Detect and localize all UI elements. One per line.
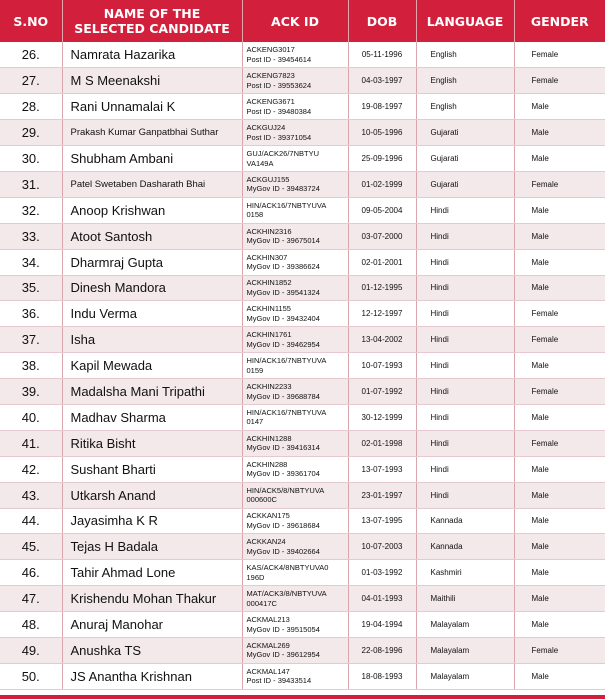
cell-dob: 01-07-1992 bbox=[348, 379, 416, 405]
cell-gender: Male bbox=[514, 404, 605, 430]
cell-sno: 50. bbox=[0, 663, 62, 689]
header-row bbox=[0, 0, 605, 42]
cell-gender: Female bbox=[514, 171, 605, 197]
cell-sno: 34. bbox=[0, 249, 62, 275]
cell-dob: 19-08-1997 bbox=[348, 94, 416, 120]
table-row bbox=[0, 68, 605, 94]
table-row bbox=[0, 612, 605, 638]
cell-ack-id bbox=[242, 249, 348, 275]
table-row bbox=[0, 456, 605, 482]
ack-id-line1: ACKGUJ24 bbox=[246, 123, 286, 133]
cell-language: Kannada bbox=[416, 534, 514, 560]
cell-candidate-name: Rani Unnamalai K bbox=[62, 94, 242, 120]
table-row bbox=[0, 197, 605, 223]
ack-id-line2: Post ID - 39371054 bbox=[246, 132, 312, 142]
ack-id-line2: MyGov ID - 39386624 bbox=[246, 262, 320, 272]
cell-sno: 30. bbox=[0, 146, 62, 172]
cell-ack-id bbox=[242, 456, 348, 482]
ack-id-line2: 0158 bbox=[246, 210, 264, 220]
cell-sno: 42. bbox=[0, 456, 62, 482]
cell-ack-id bbox=[242, 68, 348, 94]
ack-id-line2: MyGov ID - 39361704 bbox=[246, 469, 320, 479]
cell-ack-id bbox=[242, 197, 348, 223]
ack-id-line2: Post ID - 39454614 bbox=[246, 54, 312, 64]
header-sno: S.NO bbox=[0, 0, 62, 42]
bottom-border bbox=[0, 695, 605, 699]
table-row bbox=[0, 637, 605, 663]
cell-dob: 12-12-1997 bbox=[348, 301, 416, 327]
ack-id-line1: ACKHIN307 bbox=[246, 252, 288, 262]
cell-language: Hindi bbox=[416, 249, 514, 275]
cell-ack-id bbox=[242, 146, 348, 172]
cell-sno: 40. bbox=[0, 404, 62, 430]
cell-sno: 43. bbox=[0, 482, 62, 508]
cell-language: Hindi bbox=[416, 353, 514, 379]
cell-gender: Male bbox=[514, 612, 605, 638]
cell-dob: 09-05-2004 bbox=[348, 197, 416, 223]
ack-id-line2: 000417C bbox=[246, 598, 277, 608]
cell-candidate-name: Utkarsh Anand bbox=[62, 482, 242, 508]
cell-ack-id bbox=[242, 663, 348, 689]
cell-language: Kashmiri bbox=[416, 560, 514, 586]
ack-id-line2: MyGov ID - 39462954 bbox=[246, 339, 320, 349]
cell-candidate-name: M S Meenakshi bbox=[62, 68, 242, 94]
cell-dob: 02-01-2001 bbox=[348, 249, 416, 275]
header-ack-id: ACK ID bbox=[242, 0, 348, 42]
table-row bbox=[0, 663, 605, 689]
cell-sno: 28. bbox=[0, 94, 62, 120]
cell-sno: 48. bbox=[0, 612, 62, 638]
ack-id-line2: Post ID - 39553624 bbox=[246, 80, 312, 90]
cell-dob: 02-01-1998 bbox=[348, 430, 416, 456]
cell-language: English bbox=[416, 68, 514, 94]
cell-gender: Male bbox=[514, 456, 605, 482]
ack-id-line1: ACKHIN1852 bbox=[246, 278, 292, 288]
cell-ack-id bbox=[242, 223, 348, 249]
cell-ack-id bbox=[242, 120, 348, 146]
cell-sno: 29. bbox=[0, 120, 62, 146]
cell-sno: 49. bbox=[0, 637, 62, 663]
table-row bbox=[0, 560, 605, 586]
cell-ack-id bbox=[242, 586, 348, 612]
ack-id-line2: MyGov ID - 39541324 bbox=[246, 287, 320, 297]
cell-dob: 13-07-1993 bbox=[348, 456, 416, 482]
ack-id-line1: ACKHIN2316 bbox=[246, 226, 292, 236]
cell-gender: Male bbox=[514, 508, 605, 534]
cell-language: Hindi bbox=[416, 430, 514, 456]
cell-candidate-name: Anuraj Manohar bbox=[62, 612, 242, 638]
cell-dob: 01-12-1995 bbox=[348, 275, 416, 301]
ack-id-line1: KAS/ACK4/8NBTYUVA0 bbox=[246, 563, 329, 573]
cell-language: Hindi bbox=[416, 482, 514, 508]
table-row bbox=[0, 327, 605, 353]
cell-language: English bbox=[416, 42, 514, 68]
cell-gender: Female bbox=[514, 68, 605, 94]
ack-id-line1: ACKHIN1288 bbox=[246, 433, 292, 443]
cell-ack-id bbox=[242, 275, 348, 301]
cell-language: English bbox=[416, 94, 514, 120]
cell-sno: 33. bbox=[0, 223, 62, 249]
table-row bbox=[0, 534, 605, 560]
ack-id-line1: ACKKAN175 bbox=[246, 511, 290, 521]
cell-language: Hindi bbox=[416, 379, 514, 405]
cell-language: Hindi bbox=[416, 301, 514, 327]
cell-gender: Male bbox=[514, 197, 605, 223]
cell-candidate-name: Kapil Mewada bbox=[62, 353, 242, 379]
cell-candidate-name: Isha bbox=[62, 327, 242, 353]
cell-gender: Female bbox=[514, 42, 605, 68]
table-row bbox=[0, 275, 605, 301]
cell-ack-id bbox=[242, 534, 348, 560]
table-row bbox=[0, 249, 605, 275]
ack-id-line1: MAT/ACK3/8/NBTYUVA bbox=[246, 589, 327, 599]
table-row bbox=[0, 353, 605, 379]
ack-id-line1: ACKGUJ155 bbox=[246, 174, 290, 184]
cell-sno: 31. bbox=[0, 171, 62, 197]
cell-sno: 32. bbox=[0, 197, 62, 223]
cell-candidate-name: Tahir Ahmad Lone bbox=[62, 560, 242, 586]
cell-sno: 35. bbox=[0, 275, 62, 301]
cell-language: Maithili bbox=[416, 586, 514, 612]
ack-id-line2: Post ID - 39480384 bbox=[246, 106, 312, 116]
cell-sno: 38. bbox=[0, 353, 62, 379]
cell-sno: 41. bbox=[0, 430, 62, 456]
cell-gender: Male bbox=[514, 94, 605, 120]
cell-gender: Female bbox=[514, 637, 605, 663]
cell-gender: Male bbox=[514, 663, 605, 689]
table-row bbox=[0, 404, 605, 430]
cell-language: Hindi bbox=[416, 197, 514, 223]
cell-dob: 22-08-1996 bbox=[348, 637, 416, 663]
ack-id-line1: ACKHIN1155 bbox=[246, 304, 291, 314]
table-row bbox=[0, 379, 605, 405]
cell-ack-id bbox=[242, 482, 348, 508]
cell-ack-id bbox=[242, 379, 348, 405]
cell-sno: 26. bbox=[0, 42, 62, 68]
cell-dob: 03-07-2000 bbox=[348, 223, 416, 249]
cell-candidate-name: Madhav Sharma bbox=[62, 404, 242, 430]
ack-id-line2: MyGov ID - 39515054 bbox=[246, 624, 320, 634]
cell-candidate-name: Dharmraj Gupta bbox=[62, 249, 242, 275]
cell-language: Gujarati bbox=[416, 171, 514, 197]
cell-gender: Male bbox=[514, 275, 605, 301]
table-row bbox=[0, 430, 605, 456]
cell-language: Kannada bbox=[416, 508, 514, 534]
cell-gender: Female bbox=[514, 430, 605, 456]
table-row bbox=[0, 586, 605, 612]
ack-id-line1: ACKHIN288 bbox=[246, 459, 288, 469]
cell-dob: 30-12-1999 bbox=[348, 404, 416, 430]
cell-ack-id bbox=[242, 171, 348, 197]
cell-candidate-name: Jayasimha K R bbox=[62, 508, 242, 534]
ack-id-line1: ACKMAL213 bbox=[246, 615, 290, 625]
cell-dob: 19-04-1994 bbox=[348, 612, 416, 638]
cell-sno: 36. bbox=[0, 301, 62, 327]
cell-gender: Male bbox=[514, 249, 605, 275]
cell-sno: 46. bbox=[0, 560, 62, 586]
header-language: LANGUAGE bbox=[416, 0, 514, 42]
cell-ack-id bbox=[242, 404, 348, 430]
ack-id-line1: ACKKAN24 bbox=[246, 537, 286, 547]
cell-candidate-name: Shubham Ambani bbox=[62, 146, 242, 172]
cell-candidate-name: JS Anantha Krishnan bbox=[62, 663, 242, 689]
table-row bbox=[0, 42, 605, 68]
table-row bbox=[0, 223, 605, 249]
header-dob: DOB bbox=[348, 0, 416, 42]
ack-id-line2: 0159 bbox=[246, 365, 264, 375]
cell-candidate-name: Krishendu Mohan Thakur bbox=[62, 586, 242, 612]
cell-gender: Male bbox=[514, 223, 605, 249]
cell-ack-id bbox=[242, 353, 348, 379]
ack-id-line1: ACKENG3671 bbox=[246, 97, 295, 107]
ack-id-line2: 000600C bbox=[246, 495, 277, 505]
table-row bbox=[0, 301, 605, 327]
ack-id-line2: MyGov ID - 39483724 bbox=[246, 184, 320, 194]
table-row bbox=[0, 482, 605, 508]
cell-language: Gujarati bbox=[416, 146, 514, 172]
ack-id-line1: HIN/ACK16/7NBTYUVA bbox=[246, 200, 327, 210]
cell-gender: Male bbox=[514, 482, 605, 508]
cell-dob: 10-05-1996 bbox=[348, 120, 416, 146]
cell-candidate-name: Patel Swetaben Dasharath Bhai bbox=[62, 171, 242, 197]
ack-id-line2: 0147 bbox=[246, 417, 264, 427]
cell-gender: Female bbox=[514, 301, 605, 327]
cell-gender: Female bbox=[514, 379, 605, 405]
ack-id-line1: HIN/ACK16/7NBTYUVA bbox=[246, 407, 327, 417]
cell-language: Malayalam bbox=[416, 637, 514, 663]
table-row bbox=[0, 171, 605, 197]
ack-id-line1: ACKHIN2233 bbox=[246, 382, 292, 392]
header-gender: GENDER bbox=[514, 0, 605, 42]
cell-dob: 10-07-1993 bbox=[348, 353, 416, 379]
ack-id-line1: HIN/ACK5/8/NBTYUVA bbox=[246, 485, 325, 495]
cell-sno: 47. bbox=[0, 586, 62, 612]
cell-dob: 10-07-2003 bbox=[348, 534, 416, 560]
cell-gender: Male bbox=[514, 560, 605, 586]
cell-dob: 04-03-1997 bbox=[348, 68, 416, 94]
cell-dob: 25-09-1996 bbox=[348, 146, 416, 172]
cell-language: Malayalam bbox=[416, 663, 514, 689]
cell-ack-id bbox=[242, 508, 348, 534]
cell-language: Hindi bbox=[416, 223, 514, 249]
cell-ack-id bbox=[242, 301, 348, 327]
ack-id-line1: ACKMAL269 bbox=[246, 640, 290, 650]
cell-gender: Male bbox=[514, 353, 605, 379]
ack-id-line2: MyGov ID - 39688784 bbox=[246, 391, 320, 401]
cell-ack-id bbox=[242, 94, 348, 120]
cell-language: Gujarati bbox=[416, 120, 514, 146]
cell-gender: Male bbox=[514, 120, 605, 146]
cell-gender: Male bbox=[514, 586, 605, 612]
cell-candidate-name: Anoop Krishwan bbox=[62, 197, 242, 223]
ack-id-line2: MyGov ID - 39402664 bbox=[246, 546, 320, 556]
table-row bbox=[0, 508, 605, 534]
cell-gender: Male bbox=[514, 534, 605, 560]
cell-dob: 04-01-1993 bbox=[348, 586, 416, 612]
cell-candidate-name: Anushka TS bbox=[62, 637, 242, 663]
cell-sno: 37. bbox=[0, 327, 62, 353]
ack-id-line2: MyGov ID - 39416314 bbox=[246, 443, 320, 453]
cell-language: Hindi bbox=[416, 327, 514, 353]
ack-id-line2: MyGov ID - 39612954 bbox=[246, 650, 320, 660]
cell-ack-id bbox=[242, 612, 348, 638]
header-name: NAME OF THE SELECTED CANDIDATE bbox=[62, 0, 242, 42]
cell-sno: 44. bbox=[0, 508, 62, 534]
ack-id-line1: ACKENG3017 bbox=[246, 45, 295, 55]
cell-dob: 13-07-1995 bbox=[348, 508, 416, 534]
cell-dob: 01-02-1999 bbox=[348, 171, 416, 197]
cell-gender: Male bbox=[514, 146, 605, 172]
table-row bbox=[0, 94, 605, 120]
cell-candidate-name: Atoot Santosh bbox=[62, 223, 242, 249]
cell-candidate-name: Indu Verma bbox=[62, 301, 242, 327]
cell-candidate-name: Madalsha Mani Tripathi bbox=[62, 379, 242, 405]
cell-sno: 39. bbox=[0, 379, 62, 405]
cell-gender: Female bbox=[514, 327, 605, 353]
ack-id-line2: Post ID - 39433514 bbox=[246, 676, 312, 686]
cell-dob: 13-04-2002 bbox=[348, 327, 416, 353]
ack-id-line2: MyGov ID - 39675014 bbox=[246, 236, 320, 246]
ack-id-line2: MyGov ID - 39618684 bbox=[246, 520, 320, 530]
cell-dob: 01-03-1992 bbox=[348, 560, 416, 586]
cell-dob: 23-01-1997 bbox=[348, 482, 416, 508]
cell-candidate-name: Namrata Hazarika bbox=[62, 42, 242, 68]
cell-sno: 45. bbox=[0, 534, 62, 560]
cell-language: Hindi bbox=[416, 275, 514, 301]
table-body bbox=[0, 42, 605, 689]
table-row bbox=[0, 146, 605, 172]
cell-ack-id bbox=[242, 42, 348, 68]
ack-id-line1: ACKMAL147 bbox=[246, 666, 290, 676]
cell-candidate-name: Dinesh Mandora bbox=[62, 275, 242, 301]
ack-id-line1: ACKENG7823 bbox=[246, 71, 295, 81]
table-row bbox=[0, 120, 605, 146]
ack-id-line1: HIN/ACK16/7NBTYUVA bbox=[246, 356, 327, 366]
cell-candidate-name: Sushant Bharti bbox=[62, 456, 242, 482]
cell-dob: 05-11-1996 bbox=[348, 42, 416, 68]
ack-id-line2: MyGov ID - 39432404 bbox=[246, 313, 320, 323]
cell-language: Hindi bbox=[416, 456, 514, 482]
cell-sno: 27. bbox=[0, 68, 62, 94]
cell-candidate-name: Prakash Kumar Ganpatbhai Suthar bbox=[62, 120, 242, 146]
cell-ack-id bbox=[242, 430, 348, 456]
cell-candidate-name: Ritika Bisht bbox=[62, 430, 242, 456]
ack-id-line1: GUJ/ACK26/7NBTYU bbox=[246, 149, 320, 158]
cell-language: Hindi bbox=[416, 404, 514, 430]
cell-language: Malayalam bbox=[416, 612, 514, 638]
cell-ack-id bbox=[242, 327, 348, 353]
cell-dob: 18-08-1993 bbox=[348, 663, 416, 689]
cell-ack-id bbox=[242, 637, 348, 663]
cell-candidate-name: Tejas H Badala bbox=[62, 534, 242, 560]
cell-ack-id bbox=[242, 560, 348, 586]
ack-id-line1: ACKHIN1761 bbox=[246, 330, 292, 340]
ack-id-line2: VA149A bbox=[246, 158, 274, 168]
ack-id-line2: 196D bbox=[246, 572, 265, 582]
